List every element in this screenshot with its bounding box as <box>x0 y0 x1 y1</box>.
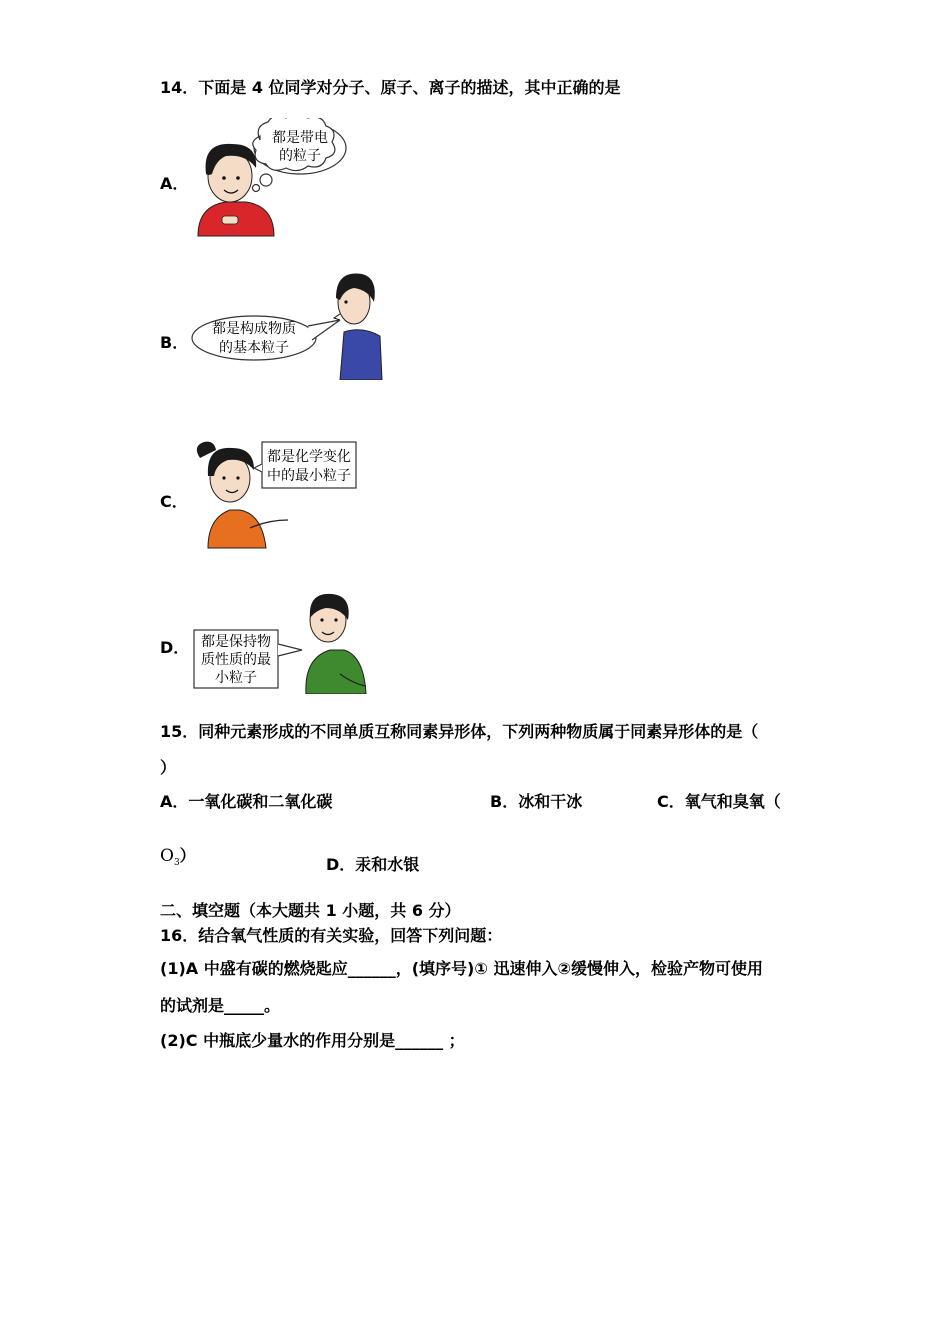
q14-option-a-figure <box>190 118 360 238</box>
formula-close: ） <box>179 846 196 865</box>
bubble-line: 都是带电 <box>272 130 328 146</box>
q16-stem: 16．结合氧气性质的有关实验，回答下列问题： <box>160 926 503 945</box>
q14-option-c-figure <box>190 438 370 550</box>
q14-option-b-label: B． <box>160 333 189 352</box>
speech-bubble <box>192 316 340 360</box>
formula-symbol: O <box>160 846 174 866</box>
bubble-line: 都是化学变化 <box>267 449 351 465</box>
bubble-line: 的基本粒子 <box>219 340 289 356</box>
q14-option-a-label: A． <box>160 174 189 193</box>
q15-option-d: D．汞和水银 <box>326 855 420 874</box>
bubble-line: 小粒子 <box>215 670 257 686</box>
q15-option-b: B．冰和干冰 <box>490 792 583 811</box>
bubble-line: 都是构成物质 <box>212 321 296 337</box>
q15-option-c-formula <box>160 846 196 873</box>
bubble-line: 中的最小粒子 <box>267 468 351 484</box>
q15-option-a: A．一氧化碳和二氧化碳 <box>160 792 333 811</box>
q15-option-c: C．氧气和臭氧（ <box>657 792 781 811</box>
section-heading: 二、填空题（本大题共 1 小题，共 6 分） <box>160 901 461 920</box>
q14-option-b-figure <box>190 268 390 380</box>
q14-stem: 14．下面是 4 位同学对分子、原子、离子的描述，其中正确的是 <box>160 78 621 97</box>
bubble-line: 都是保持物 <box>201 634 271 650</box>
thought-bubble <box>253 118 347 192</box>
student-boy-icon <box>334 274 382 381</box>
bubble-line: 质性质的最 <box>201 652 271 668</box>
q15-stem-line2: ） <box>160 758 177 777</box>
student-boy-green-icon <box>306 594 366 694</box>
q16-part1-line1: (1)A 中盛有碳的燃烧匙应______，(填序号)① 迅速伸入②缓慢伸入，检验产物可使用 <box>160 959 764 978</box>
speech-bubble <box>254 442 356 488</box>
q16-part2: (2)C 中瓶底少量水的作用分别是______ ； <box>160 1031 465 1050</box>
bubble-line: 的粒子 <box>279 148 321 164</box>
formula-subscript: 3 <box>173 858 180 868</box>
q15-stem-line1: 15．同种元素形成的不同单质互称同素异形体，下列两种物质属于同素异形体的是（ <box>160 722 759 741</box>
q16-part1-line2: 的试剂是_____。 <box>160 996 281 1015</box>
q14-option-d-figure <box>190 590 370 694</box>
q14-option-c-label: C． <box>160 492 188 511</box>
speech-bubble <box>194 630 302 688</box>
ozone-formula <box>160 846 180 866</box>
q14-option-d-label: D． <box>160 638 190 657</box>
